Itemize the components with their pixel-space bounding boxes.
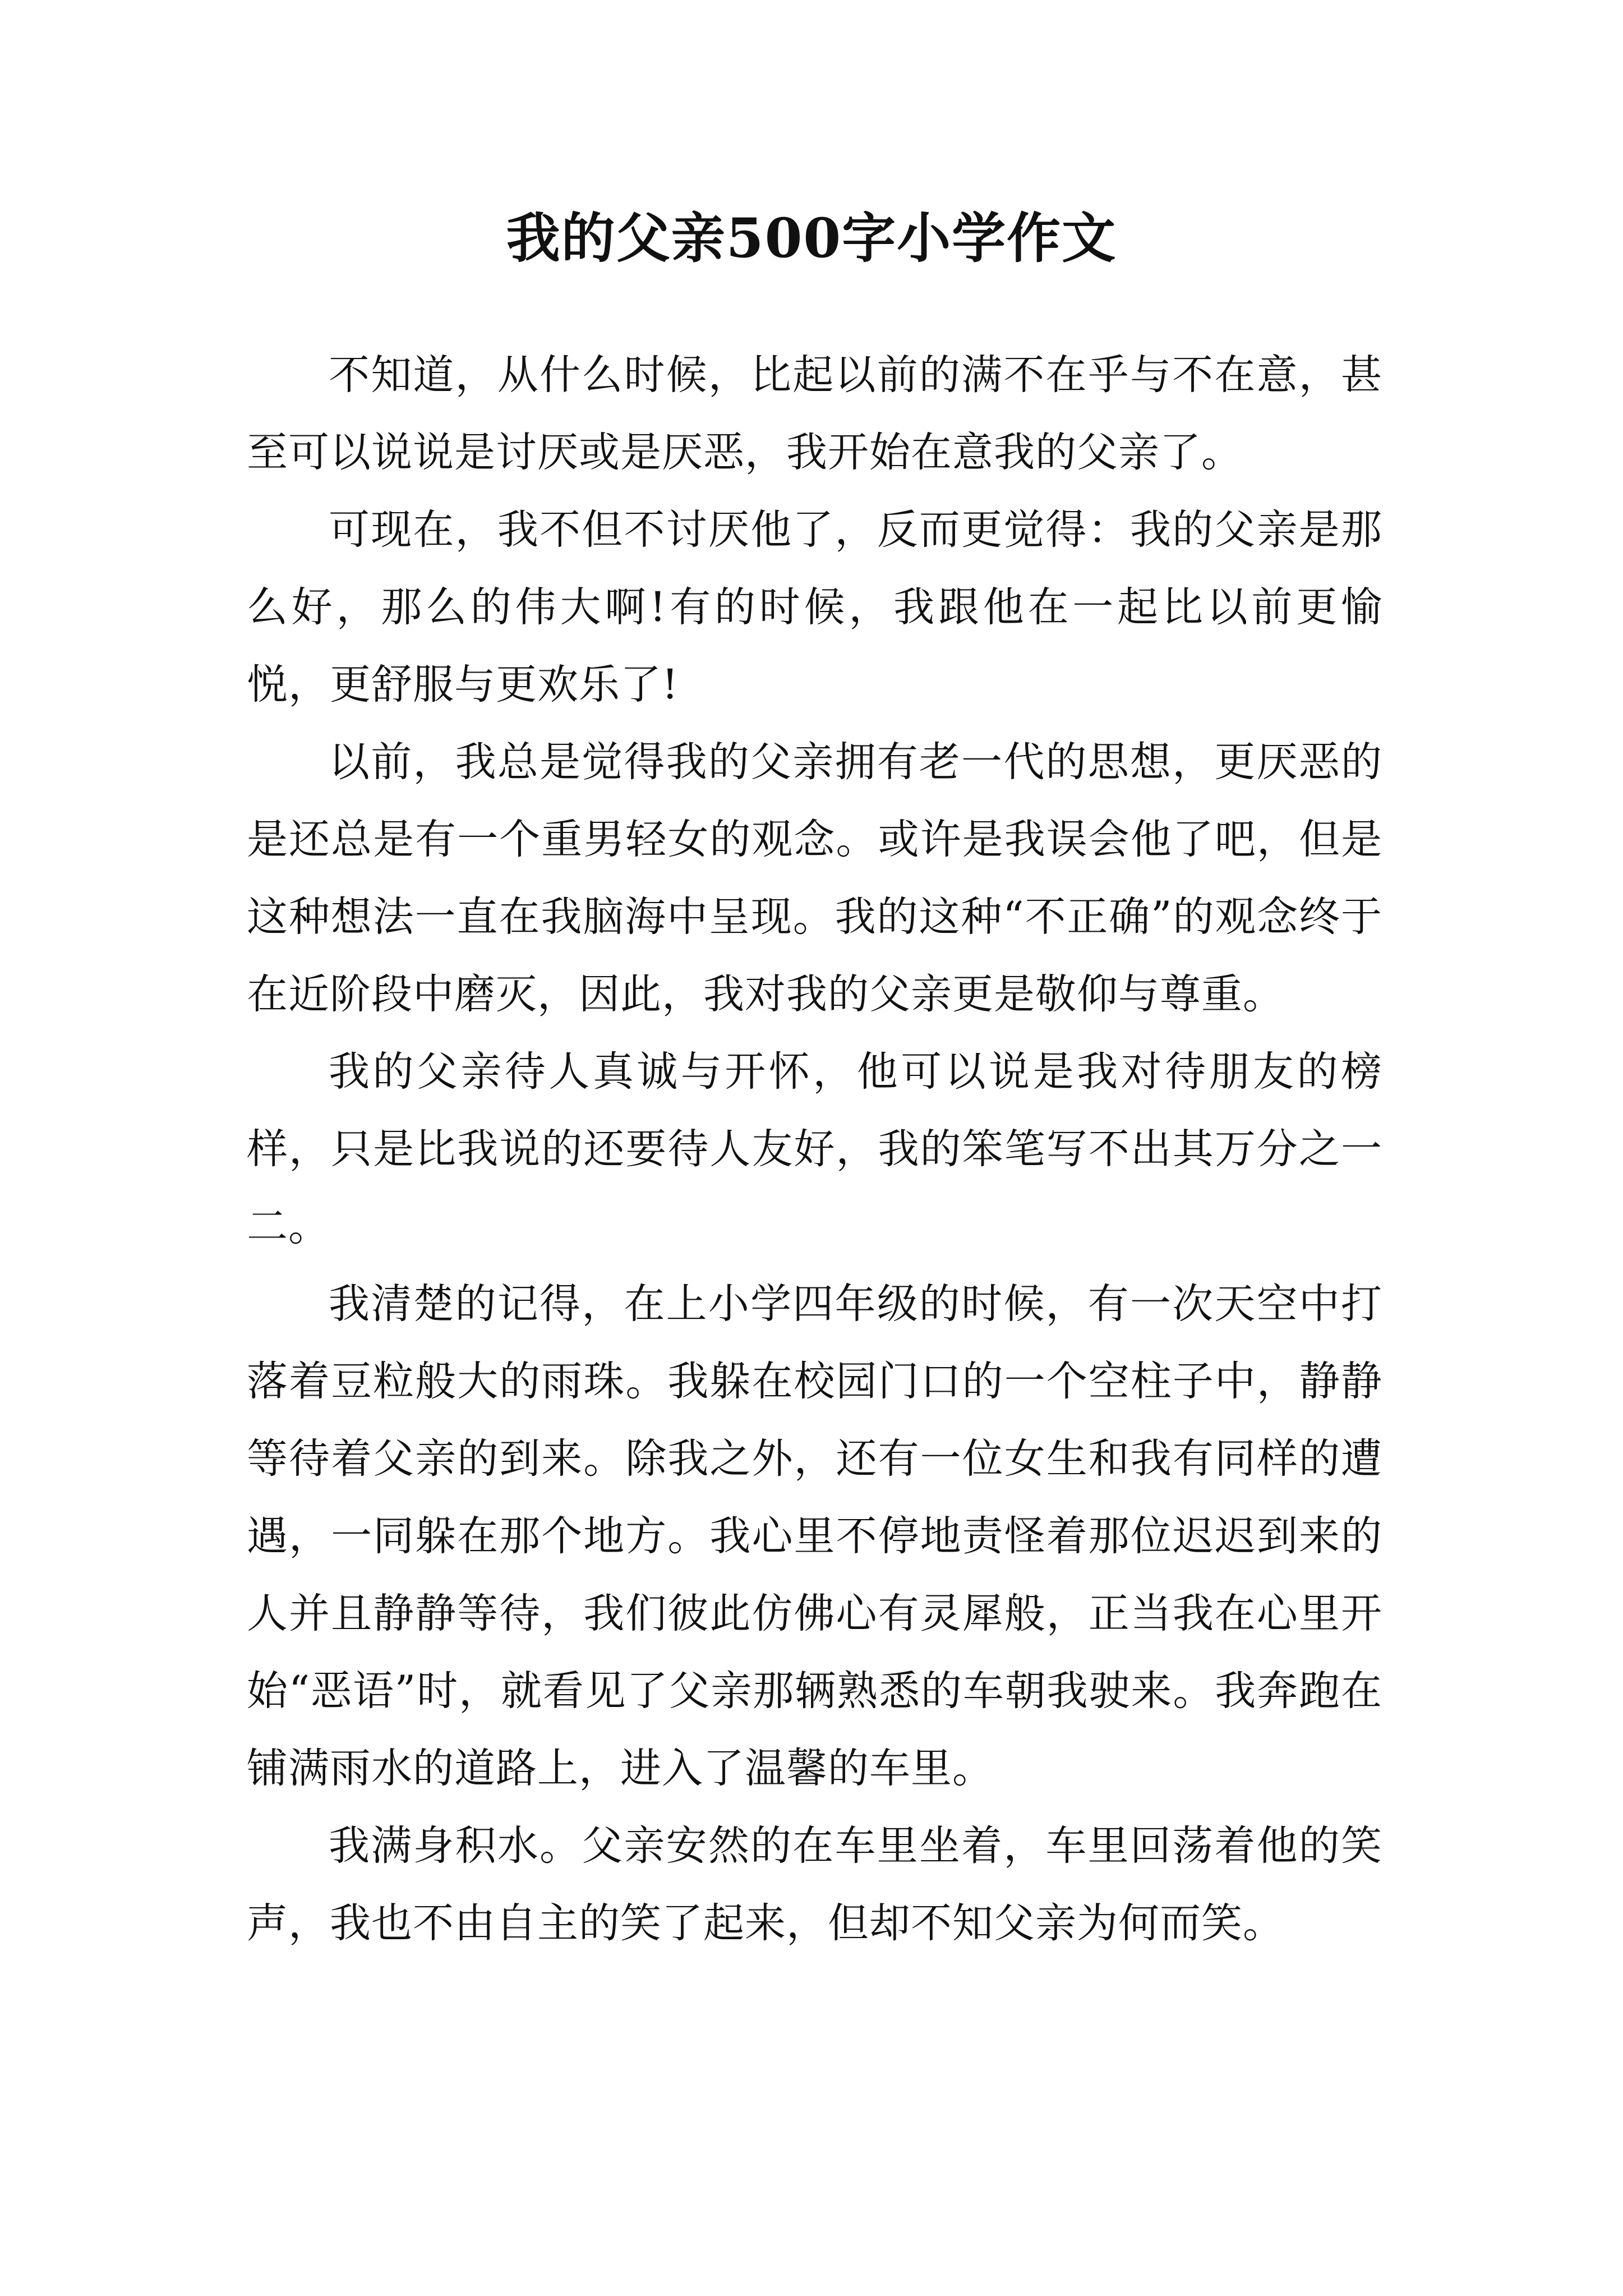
- paragraph-5: 我清楚的记得，在上小学四年级的时候，有一次天空中打落着豆粒般大的雨珠。我躲在校园门口的一个空柱子中，静静等待着父亲的到来。除我之外，还有一位女生和我有同样的遭遇，一同躲在那个地方。我心里不停地责怪着那位迟迟到来的人并且静静等待，我们彼此仿佛心有灵犀般，正当我在心里开始“恶语”时，就看见了父亲那辆熟悉的车朝我驶来。我奔跑在铺满雨水的道路上，进入了温馨的车里。: [247, 1280, 1382, 1792]
- paragraph-3: 以前，我总是觉得我的父亲拥有老一代的思想，更厌恶的是还总是有一个重男轻女的观念。或许是我误会他了吧，但是这种想法一直在我脑海中呈现。我的这种“不正确”的观念终于在近阶段中磨灭，因此，我对我的父亲更是敬仰与尊重。: [247, 738, 1382, 1018]
- paragraph-4: 我的父亲待人真诚与开怀，他可以说是我对待朋友的榜样，只是比我说的还要待人友好，我的笨笔写不出其万分之一二。: [247, 1048, 1382, 1250]
- document-body: [247, 337, 1382, 1962]
- document-title: 我的父亲500字小学作文: [506, 206, 1117, 270]
- paragraph-6: 我满身积水。父亲安然的在车里坐着，车里回荡着他的笑声，我也不由自主的笑了起来，但却不知父亲为何而笑。: [247, 1822, 1382, 1947]
- paragraph-1: 不知道，从什么时候，比起以前的满不在乎与不在意，甚至可以说说是讨厌或是厌恶，我开始在意我的父亲了。: [247, 351, 1382, 476]
- paragraph-2: 可现在，我不但不讨厌他了，反而更觉得：我的父亲是那么好，那么的伟大啊!有的时候，我跟他在一起比以前更愉悦，更舒服与更欢乐了!: [247, 506, 1382, 708]
